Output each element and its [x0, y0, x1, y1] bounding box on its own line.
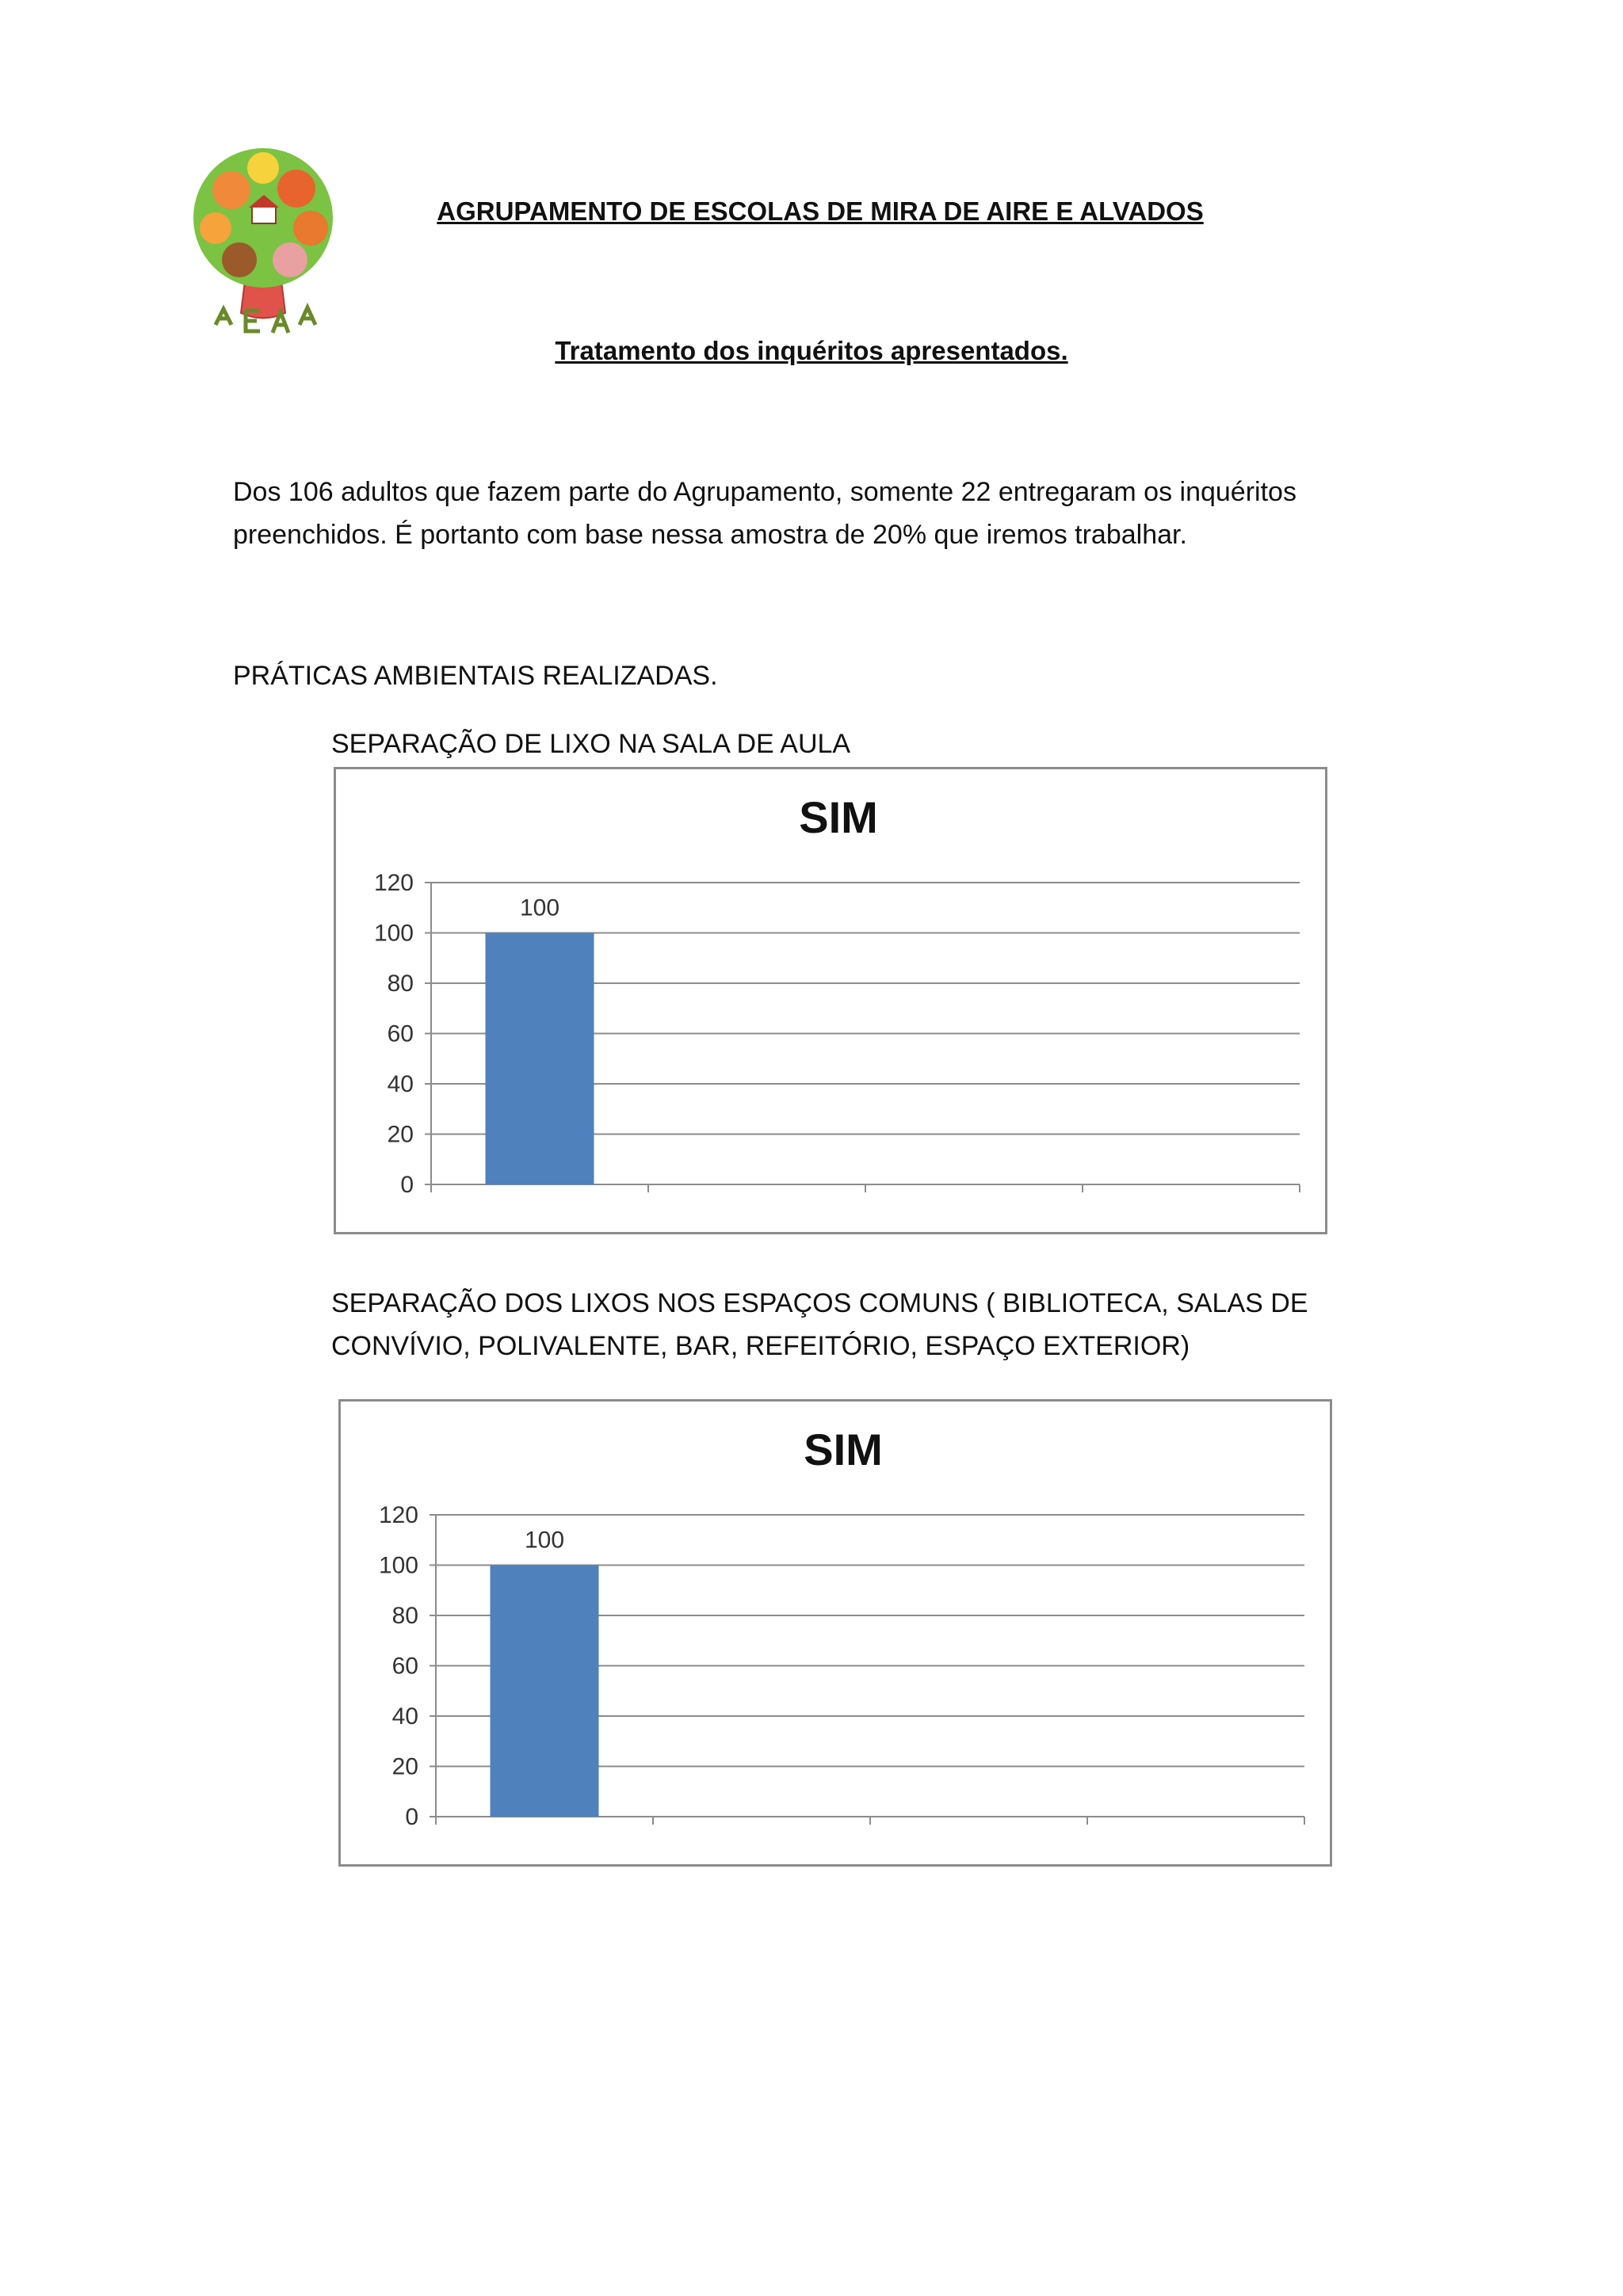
school-name-heading: AGRUPAMENTO DE ESCOLAS DE MIRA DE AIRE E ALVADOS: [437, 196, 1204, 226]
chart-title: SIM: [804, 1425, 883, 1474]
school-logo: [184, 143, 342, 353]
chart-svg: [336, 769, 1325, 1232]
y-tick-label: 60: [391, 1653, 418, 1680]
bar-data-label: 100: [519, 894, 560, 921]
y-tick-label: 80: [387, 971, 414, 997]
bar: [486, 933, 594, 1185]
intro-paragraph: Dos 106 adultos que fazem parte do Agrupamento, somente 22 entregaram os inquéritos preenchidos. É portanto com base nessa amostra de 20% que iremos trabalhar.: [233, 477, 1296, 550]
chart-svg: [341, 1402, 1330, 1864]
bar-data-label: 100: [524, 1527, 565, 1554]
section-title: PRÁTICAS AMBIENTAIS REALIZADAS.: [233, 661, 718, 691]
chart-title: SIM: [799, 792, 878, 842]
y-tick-label: 120: [378, 1502, 418, 1528]
y-tick-label: 100: [373, 920, 414, 947]
y-tick-label: 120: [373, 870, 414, 896]
document-subtitle: Tratamento dos inquéritos apresentados.: [555, 336, 1068, 365]
y-tick-label: 80: [391, 1603, 418, 1629]
y-tick-label: 0: [405, 1804, 418, 1830]
chart-caption-common-spaces: SEPARAÇÃO DOS LIXOS NOS ESPAÇOS COMUNS ( BIBLIOTECA, SALAS DE CONVÍVIO, POLIVALENTE, BAR, REFEITÓRIO, ESPAÇO EXTERIOR): [331, 1288, 1308, 1361]
chart-caption-classroom: SEPARAÇÃO DE LIXO NA SALA DE AULA: [331, 729, 851, 759]
bar: [491, 1566, 599, 1817]
bar-chart-classroom: [334, 767, 1327, 1234]
y-tick-label: 40: [387, 1071, 414, 1097]
y-tick-label: 20: [387, 1121, 414, 1148]
bar-chart-common-spaces: [338, 1399, 1332, 1867]
y-tick-label: 60: [387, 1020, 414, 1047]
y-tick-label: 0: [400, 1172, 414, 1198]
y-tick-label: 100: [378, 1552, 418, 1579]
y-tick-label: 20: [391, 1753, 418, 1780]
y-tick-label: 40: [391, 1703, 418, 1730]
